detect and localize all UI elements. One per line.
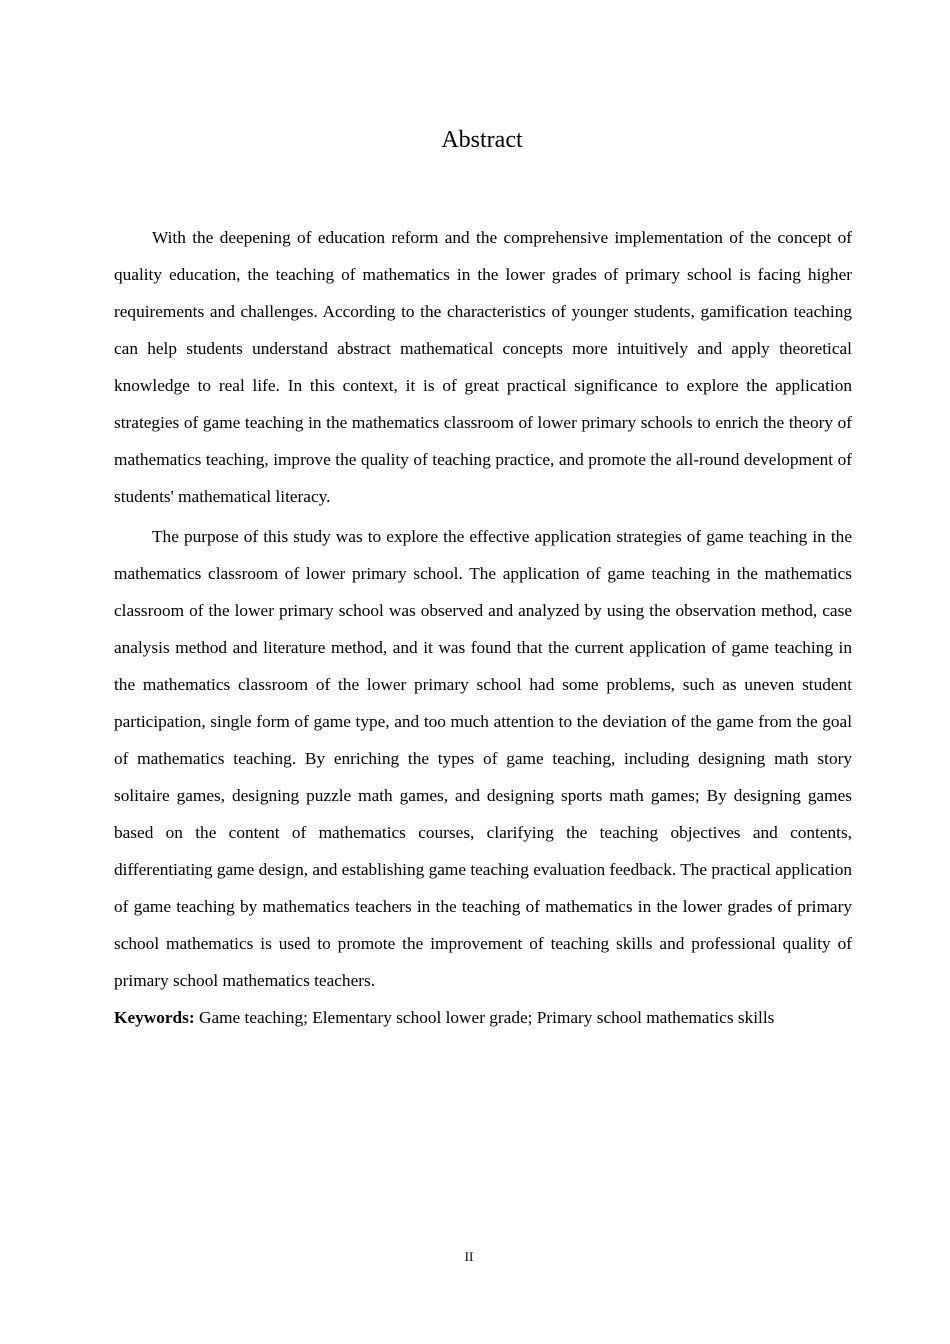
abstract-paragraph-1: With the deepening of education reform and the comprehensive implementation of the concept of quality education, the teaching of mathematics in the lower grades of primary school is facing higher requirements and challenges. According to the characteristics of younger students, gamification teaching can help students understand abstract mathematical concepts more intuitively and apply theoretical knowledge to real life. In this context, it is of great practical significance to explore the application strategies of game teaching in the mathematics classroom of lower primary schools to enrich the theory of mathematics teaching, improve the quality of teaching practice, and promote the all-round development of students' mathematical literacy. — [114, 228, 852, 506]
keywords-text: Game teaching; Elementary school lower grade; Primary school mathematics skills — [194, 1008, 775, 1027]
keywords-label: Keywords: — [114, 1008, 195, 1027]
keywords-line — [114, 999, 852, 1036]
abstract-paragraph-2: The purpose of this study was to explore the effective application strategies of game teaching in the mathematics classroom of lower primary school. The application of game teaching in the mathematics classroom of the lower primary school was observed and analyzed by using the observation method, case analysis method and literature method, and it was found that the current application of game teaching in the mathematics classroom of the lower primary school had some problems, such as uneven student participation, single form of game type, and too much attention to the deviation of the game from the goal of mathematics teaching. By enriching the types of game teaching, including designing math story solitaire games, designing puzzle math games, and designing sports math games; By designing games based on the content of mathematics courses, clarifying the teaching objectives and contents, differentiating game design, and establishing game teaching evaluation feedback. The practical application of game teaching by mathematics teachers in the teaching of mathematics in the lower grades of primary school mathematics is used to promote the improvement of teaching skills and professional quality of primary school mathematics teachers. — [114, 527, 852, 990]
page-number: II — [464, 1249, 474, 1264]
abstract-body — [114, 219, 852, 1036]
abstract-title: Abstract — [441, 127, 523, 153]
